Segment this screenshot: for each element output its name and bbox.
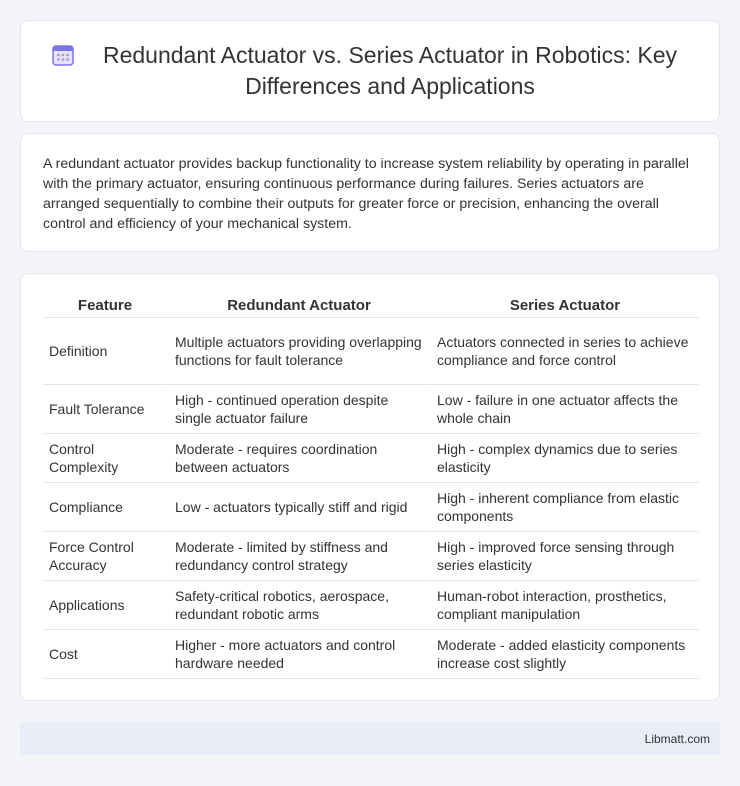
table-row: [43, 581, 699, 630]
table-row: [43, 434, 699, 483]
header-redundant-actuator: Redundant Actuator: [167, 292, 429, 318]
row-series: High - complex dynamics due to series elasticity: [429, 434, 699, 483]
row-feature: Applications: [43, 581, 167, 630]
comparison-table: [43, 292, 699, 679]
row-redundant: Safety-critical robotics, aerospace, redundant robotic arms: [167, 581, 429, 630]
row-series: High - improved force sensing through series elasticity: [429, 532, 699, 581]
table-row: [43, 385, 699, 434]
footer-brand[interactable]: Libmatt.com: [644, 731, 710, 746]
footer: [20, 722, 720, 755]
table-row: [43, 318, 699, 385]
calendar-icon: [50, 42, 76, 68]
row-series: Low - failure in one actuator affects the whole chain: [429, 385, 699, 434]
table-row: [43, 532, 699, 581]
row-feature: Force Control Accuracy: [43, 532, 167, 581]
row-series: Moderate - added elasticity components increase cost slightly: [429, 630, 699, 679]
title-card: [20, 20, 720, 122]
intro-card: [20, 133, 720, 252]
row-redundant: High - continued operation despite single actuator failure: [167, 385, 429, 434]
table-header-row: [43, 292, 699, 318]
table-row: [43, 483, 699, 532]
row-feature: Definition: [43, 318, 167, 385]
row-redundant: Higher - more actuators and control hardware needed: [167, 630, 429, 679]
row-redundant: Low - actuators typically stiff and rigid: [167, 483, 429, 532]
comparison-card: [20, 273, 720, 701]
row-series: Human-robot interaction, prosthetics, compliant manipulation: [429, 581, 699, 630]
row-series: Actuators connected in series to achieve compliance and force control: [429, 318, 699, 385]
page-title: Redundant Actuator vs. Series Actuator in Robotics: Key Differences and Applications: [102, 42, 678, 99]
row-feature: Control Complexity: [43, 434, 167, 483]
row-feature: Cost: [43, 630, 167, 679]
header-series-actuator: Series Actuator: [429, 292, 699, 318]
row-series: High - inherent compliance from elastic components: [429, 483, 699, 532]
row-feature: Fault Tolerance: [43, 385, 167, 434]
header-feature: Feature: [43, 292, 167, 318]
intro-paragraph: A redundant actuator provides backup functionality to increase system reliability by operating in parallel with the primary actuator, ensuring continuous performance during failures. Series actuators are arranged sequentially to combine their outputs for greater force or precision, enhancing the overall control and efficiency of your mechanical system.: [43, 156, 689, 232]
row-feature: Compliance: [43, 483, 167, 532]
title-wrap: [50, 40, 690, 102]
row-redundant: Moderate - limited by stiffness and redundancy control strategy: [167, 532, 429, 581]
row-redundant: Multiple actuators providing overlapping functions for fault tolerance: [167, 318, 429, 385]
table-row: [43, 630, 699, 679]
row-redundant: Moderate - requires coordination between actuators: [167, 434, 429, 483]
